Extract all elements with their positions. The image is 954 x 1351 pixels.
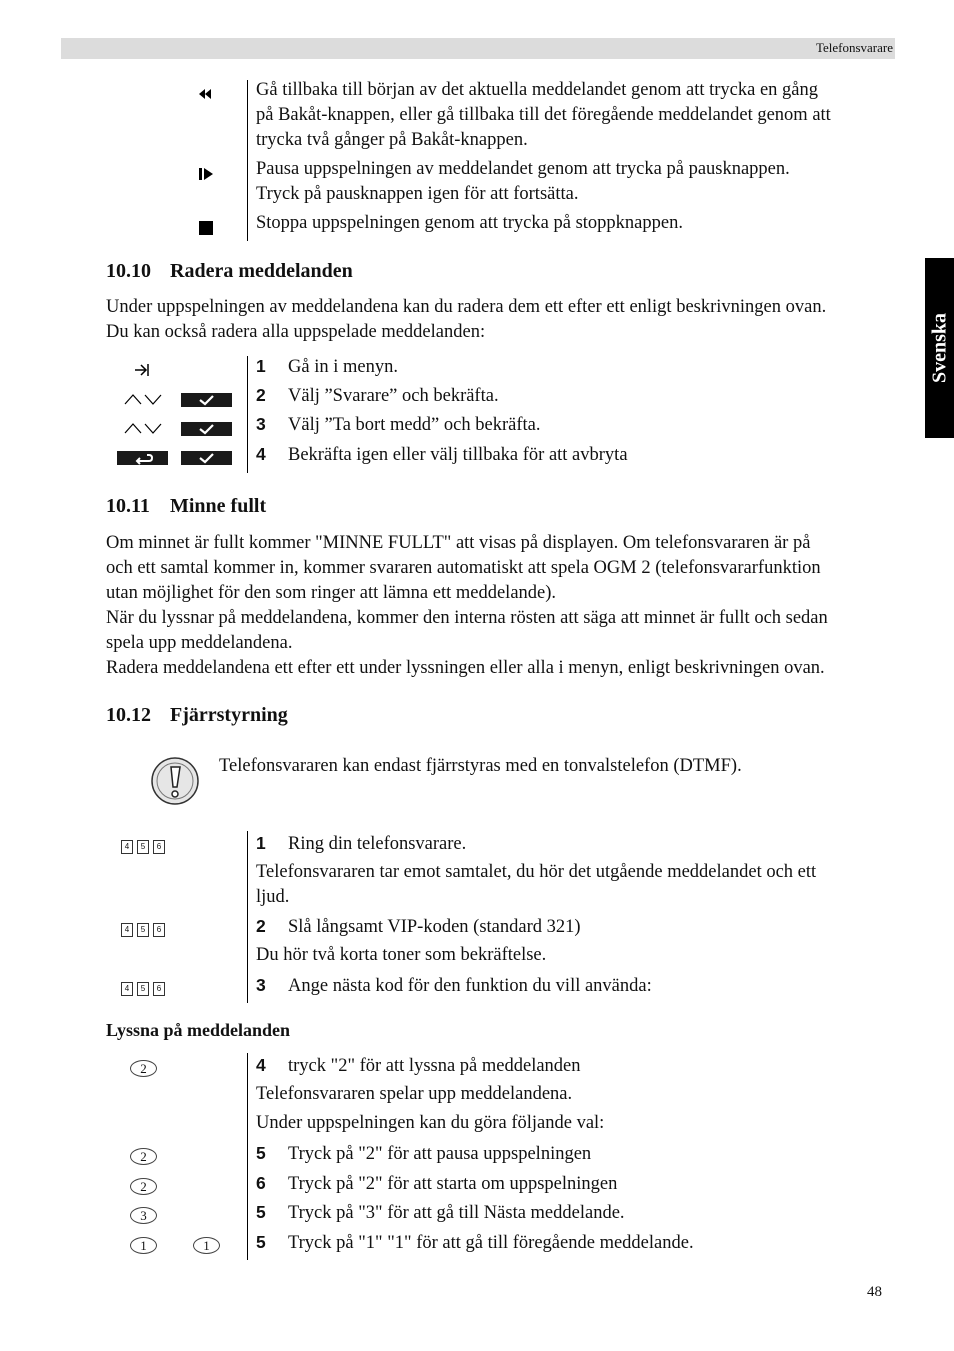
step-detail: Under uppspelningen kan du göra följande val:: [256, 1113, 605, 1133]
rewind-icon: [197, 88, 213, 100]
key-icon: 3: [130, 1207, 157, 1224]
column-divider: [247, 356, 248, 473]
playback-text-line: Pausa uppspelningen av meddelandet genom att trycka på pausknappen.: [256, 159, 790, 179]
paragraph-line: När du lyssnar på meddelandena, kommer den interna rösten att säga att minnet är fullt och sedan: [106, 608, 828, 628]
step-line: 3 Ange nästa kod för den funktion du vill använda:: [256, 975, 652, 996]
paragraph-line: Om minnet är fullt kommer "MINNE FULLT" att visas på displayen. Om telefonsvararen är på: [106, 533, 811, 553]
section-heading: 10.10 Radera meddelanden: [106, 260, 353, 282]
keypad-icon: 4 5 6: [121, 840, 165, 854]
playback-text-line: Stoppa uppspelningen genom att trycka på stoppknappen.: [256, 213, 683, 233]
step-detail: Telefonsvararen tar emot samtalet, du hör det utgående meddelandet och ett: [256, 862, 817, 882]
keypad-icon: 4 5 6: [121, 982, 165, 996]
step-line: 5 Tryck på "2" för att pausa uppspelningen: [256, 1143, 592, 1164]
step-line: 3 Välj ”Ta bort medd” och bekräfta.: [256, 414, 541, 435]
language-tab-label: Svenska: [928, 312, 950, 384]
column-divider: [247, 1053, 248, 1260]
keypad-icon: 4 5 6: [121, 923, 165, 937]
key-icon: 2: [130, 1060, 157, 1077]
paragraph-line: utan möjlighet för den som ringer att lämna ett meddelande).: [106, 583, 557, 603]
up-down-arrows-icon: [123, 421, 165, 435]
step-detail: Telefonsvararen spelar upp meddelandena.: [256, 1084, 573, 1104]
step-line: 2 Välj ”Svarare” och bekräfta.: [256, 385, 499, 406]
ok-checkmark-icon: [181, 422, 232, 436]
key-icon: 2: [130, 1148, 157, 1165]
playback-text-line: trycka två gånger på Bakåt-knappen.: [256, 130, 528, 150]
step-line: 2 Slå långsamt VIP-koden (standard 321): [256, 916, 581, 937]
paragraph-line: Radera meddelandena ett efter ett under lyssningen eller alla i menyn, enligt beskrivningen ovan.: [106, 658, 825, 678]
paragraph-line: och ett samtal kommer in, kommer svararen automatiskt att spela OGM 2 (telefonsvararfunktion: [106, 558, 821, 578]
section-heading: 10.11 Minne fullt: [106, 495, 267, 517]
column-divider: [247, 80, 248, 241]
step-detail: Du hör två korta toner som bekräftelse.: [256, 945, 547, 965]
paragraph-line: spela upp meddelandena.: [106, 633, 293, 653]
page-number: 48: [867, 1284, 882, 1300]
key-icon: 1: [193, 1237, 220, 1254]
ok-checkmark-icon: [181, 393, 232, 407]
step-line: 4 tryck "2" för att lyssna på meddelanden: [256, 1055, 581, 1076]
section-intro-line: Under uppspelningen av meddelandena kan du radera dem ett efter ett enligt beskrivningen ovan.: [106, 297, 827, 317]
step-line: 5 Tryck på "3" för att gå till Nästa meddelande.: [256, 1202, 625, 1223]
section-intro-line: Du kan också radera alla uppspelade meddelanden:: [106, 322, 486, 342]
key-icon: 2: [130, 1178, 157, 1195]
exclamation-icon: [150, 756, 200, 806]
menu-enter-icon: [133, 362, 153, 378]
step-detail: ljud.: [256, 887, 290, 907]
header-title: Telefonsvarare: [815, 40, 893, 55]
step-line: 5 Tryck på "1" "1" för att gå till föregående meddelande.: [256, 1232, 694, 1253]
subsection-heading: Lyssna på meddelanden: [106, 1020, 291, 1040]
header-bar: [61, 38, 895, 59]
step-line: 6 Tryck på "2" för att starta om uppspelningen: [256, 1173, 618, 1194]
playback-text-line: Tryck på pausknappen igen för att fortsätta.: [256, 184, 579, 204]
back-icon: [117, 451, 168, 465]
step-line: 4 Bekräfta igen eller välj tillbaka för att avbryta: [256, 444, 628, 465]
step-line: 1 Ring din telefonsvarare.: [256, 833, 467, 854]
playback-text-line: Gå tillbaka till början av det aktuella meddelandet genom att trycka en gång: [256, 80, 818, 100]
playback-text-line: på Bakåt-knappen, eller gå tillbaka till det föregående meddelandet genom att: [256, 105, 831, 125]
key-icon: 1: [130, 1237, 157, 1254]
ok-checkmark-icon: [181, 451, 232, 465]
column-divider: [247, 831, 248, 1003]
language-tab: [925, 258, 954, 438]
pause-play-icon: [198, 167, 214, 181]
section-heading: 10.12 Fjärrstyrning: [106, 704, 288, 726]
note-text: Telefonsvararen kan endast fjärrstyras med en tonvalstelefon (DTMF).: [219, 756, 742, 776]
stop-icon: [198, 220, 214, 236]
up-down-arrows-icon: [123, 392, 165, 406]
step-line: 1 Gå in i menyn.: [256, 356, 398, 377]
